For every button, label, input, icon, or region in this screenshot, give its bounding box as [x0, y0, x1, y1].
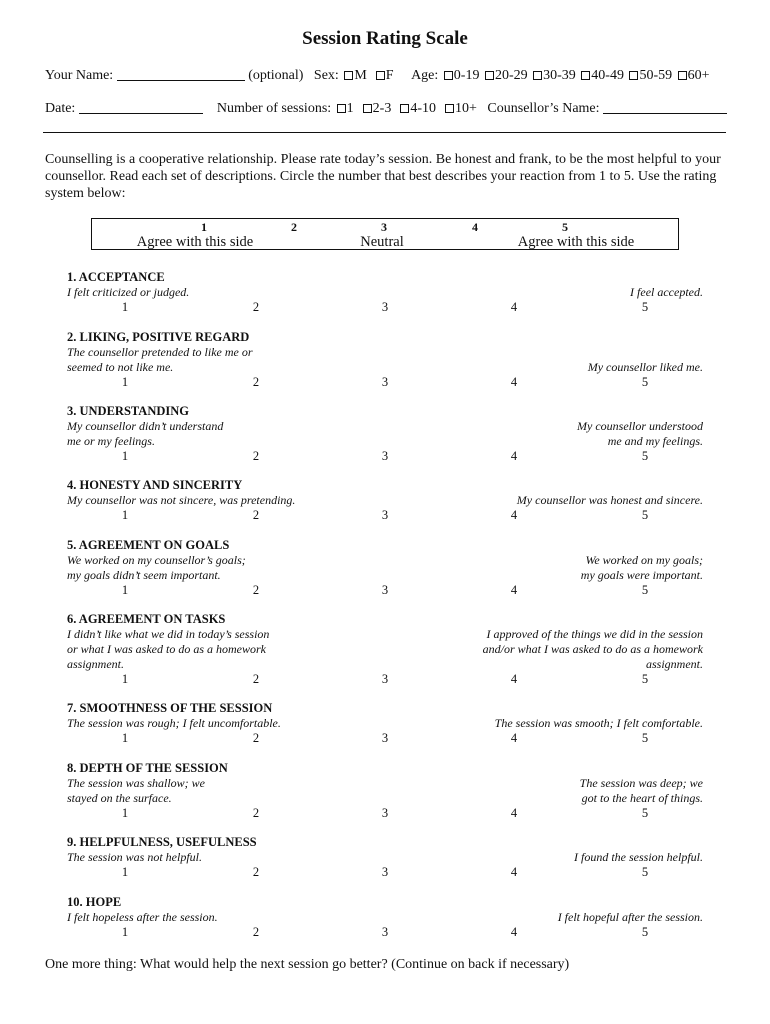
rating-option-3[interactable]: 3 [381, 672, 389, 686]
rating-option-4[interactable]: 4 [510, 925, 518, 939]
rating-option-4[interactable]: 4 [510, 508, 518, 522]
rating-option-3[interactable]: 3 [381, 731, 389, 745]
item-right-description: I found the session helpful. [574, 850, 703, 864]
age-50-59-checkbox[interactable] [629, 71, 638, 80]
page-title: Session Rating Scale [302, 28, 468, 49]
rating-option-4[interactable]: 4 [510, 672, 518, 686]
rating-option-5[interactable]: 5 [641, 672, 649, 686]
legend-middle-label: Neutral [360, 234, 404, 250]
item-right-description: The session was smooth; I felt comfortable. [494, 716, 703, 730]
legend-left-label: Agree with this side [136, 234, 254, 250]
item-left-description: My counsellor didn’t understand [67, 419, 224, 433]
item-left-description: me or my feelings. [67, 434, 155, 448]
rating-option-1[interactable]: 1 [121, 731, 129, 745]
rating-option-3[interactable]: 3 [381, 449, 389, 463]
rating-option-2[interactable]: 2 [252, 806, 260, 820]
sex-m-label: M [354, 68, 367, 83]
rating-option-3[interactable]: 3 [381, 583, 389, 597]
legend-number: 1 [201, 220, 207, 234]
item-left-description: assignment. [67, 657, 124, 671]
header-row-2 [45, 100, 727, 117]
rating-option-4[interactable]: 4 [510, 731, 518, 745]
legend-number: 3 [381, 220, 387, 234]
age-option-label: 60+ [687, 68, 710, 83]
legend-number: 4 [472, 220, 478, 234]
item-right-description: The session was deep; we [579, 776, 703, 790]
rating-option-1[interactable]: 1 [121, 300, 129, 314]
item-left-description: The counsellor pretended to like me or [67, 345, 253, 359]
item-left-description: We worked on my counsellor’s goals; [67, 553, 246, 567]
item-left-description: I felt criticized or judged. [67, 285, 190, 299]
rating-option-4[interactable]: 4 [510, 449, 518, 463]
item-title: 8. DEPTH OF THE SESSION [67, 761, 228, 775]
age-0-19-checkbox[interactable] [444, 71, 453, 80]
legend-number: 2 [291, 220, 297, 234]
name-field[interactable] [117, 67, 245, 81]
footer-question: One more thing: What would help the next session go better? (Continue on back if necessary) [45, 957, 570, 972]
rating-option-5[interactable]: 5 [641, 508, 649, 522]
rating-option-3[interactable]: 3 [381, 925, 389, 939]
rating-option-2[interactable]: 2 [252, 672, 260, 686]
item-right-description: We worked on my goals; [585, 553, 703, 567]
name-label: Your Name: [45, 68, 114, 83]
age-option-label: 30-39 [543, 68, 576, 83]
rating-option-1[interactable]: 1 [121, 449, 129, 463]
sessions-label: Number of sessions: [216, 101, 332, 116]
rating-option-1[interactable]: 1 [121, 865, 129, 879]
sessions-10-plus-checkbox[interactable] [445, 104, 454, 113]
age-label: Age: [411, 68, 439, 83]
rating-option-4[interactable]: 4 [510, 865, 518, 879]
rating-option-3[interactable]: 3 [381, 300, 389, 314]
rating-option-3[interactable]: 3 [381, 508, 389, 522]
item-left-description: seemed to not like me. [67, 360, 174, 374]
rating-option-1[interactable]: 1 [121, 375, 129, 389]
item-right-description: and/or what I was asked to do as a homework [482, 642, 703, 656]
item-title: 5. AGREEMENT ON GOALS [67, 538, 230, 552]
item-title: 6. AGREEMENT ON TASKS [67, 612, 226, 626]
header-row-1 [45, 67, 710, 84]
legend-number: 5 [562, 220, 568, 234]
sex-f-label: F [385, 68, 394, 83]
item-title: 4. HONESTY AND SINCERITY [67, 478, 243, 492]
item-left-description: The session was rough; I felt uncomfortable. [67, 716, 281, 730]
age-20-29-checkbox[interactable] [485, 71, 494, 80]
sessions-option-label: 2-3 [372, 101, 392, 116]
rating-option-5[interactable]: 5 [641, 731, 649, 745]
age-option-label: 0-19 [453, 68, 480, 83]
rating-option-2[interactable]: 2 [252, 449, 260, 463]
age-30-39-checkbox[interactable] [533, 71, 542, 80]
item-right-description: got to the heart of things. [581, 791, 703, 805]
item-right-description: My counsellor was honest and sincere. [516, 493, 703, 507]
item-left-description: I felt hopeless after the session. [67, 910, 218, 924]
sex-m-checkbox[interactable] [344, 71, 353, 80]
age-option-label: 50-59 [639, 68, 673, 83]
rating-option-2[interactable]: 2 [252, 300, 260, 314]
date-field[interactable] [79, 100, 203, 114]
rating-option-1[interactable]: 1 [121, 806, 129, 820]
rating-option-1[interactable]: 1 [121, 508, 129, 522]
item-left-description: The session was shallow; we [67, 776, 206, 790]
rating-option-5[interactable]: 5 [641, 806, 649, 820]
item-left-description: or what I was asked to do as a homework [67, 642, 266, 656]
item-right-description: My counsellor understood [577, 419, 703, 433]
rating-option-1[interactable]: 1 [121, 925, 129, 939]
rating-option-1[interactable]: 1 [121, 672, 129, 686]
rating-option-5[interactable]: 5 [641, 865, 649, 879]
counsellor-name-label: Counsellor’s Name: [487, 101, 600, 116]
rating-option-1[interactable]: 1 [121, 583, 129, 597]
header-divider [43, 132, 726, 133]
sessions-option-label: 10+ [455, 101, 477, 116]
sex-f-checkbox[interactable] [376, 71, 385, 80]
item-title: 9. HELPFULNESS, USEFULNESS [67, 835, 257, 849]
age-60-plus-checkbox[interactable] [678, 71, 687, 80]
rating-option-2[interactable]: 2 [252, 925, 260, 939]
sessions-1-checkbox[interactable] [337, 104, 346, 113]
sessions-2-3-checkbox[interactable] [363, 104, 372, 113]
rating-option-3[interactable]: 3 [381, 806, 389, 820]
item-right-description: I felt hopeful after the session. [557, 910, 703, 924]
rating-option-4[interactable]: 4 [510, 375, 518, 389]
item-right-description: I approved of the things we did in the session [486, 627, 703, 641]
rating-option-5[interactable]: 5 [641, 925, 649, 939]
item-title: 1. ACCEPTANCE [67, 270, 165, 284]
rating-option-2[interactable]: 2 [252, 731, 260, 745]
counsellor-name-field[interactable] [603, 100, 727, 114]
sessions-option-label: 1 [346, 101, 354, 116]
item-title: 3. UNDERSTANDING [67, 404, 190, 418]
age-option-label: 20-29 [494, 68, 528, 83]
name-optional-label: (optional) [248, 68, 304, 83]
rating-option-2[interactable]: 2 [252, 508, 260, 522]
legend-right-label: Agree with this side [517, 234, 635, 250]
item-left-description: The session was not helpful. [67, 850, 203, 864]
item-title: 7. SMOOTHNESS OF THE SESSION [67, 701, 273, 715]
instructions: Counselling is a cooperative relationship. Please rate today’s session. Be honest and frank, to be the most helpful to your counsellor. Read each set of descriptions. Circle the number that best describes your reaction from 1 to 5. Use the rating system below: [45, 152, 721, 201]
item-right-description: my goals were important. [580, 568, 703, 582]
rating-option-2[interactable]: 2 [252, 865, 260, 879]
item-right-description: My counsellor liked me. [587, 360, 703, 374]
item-right-description: me and my feelings. [607, 434, 703, 448]
item-right-description: assignment. [646, 657, 703, 671]
item-left-description: my goals didn’t seem important. [67, 568, 221, 582]
item-title: 2. LIKING, POSITIVE REGARD [67, 330, 250, 344]
rating-option-5[interactable]: 5 [641, 449, 649, 463]
item-left-description: stayed on the surface. [67, 791, 172, 805]
sex-label: Sex: [313, 68, 339, 83]
date-label: Date: [45, 101, 76, 116]
sessions-option-label: 4-10 [410, 101, 436, 116]
sessions-4-10-checkbox[interactable] [400, 104, 409, 113]
age-40-49-checkbox[interactable] [581, 71, 590, 80]
age-option-label: 40-49 [591, 68, 624, 83]
item-title: 10. HOPE [67, 895, 122, 909]
item-left-description: My counsellor was not sincere, was pretending. [67, 493, 296, 507]
rating-option-2[interactable]: 2 [252, 583, 260, 597]
rating-option-5[interactable]: 5 [641, 300, 649, 314]
item-right-description: I feel accepted. [630, 285, 703, 299]
item-left-description: I didn’t like what we did in today’s session [67, 627, 270, 641]
rating-option-3[interactable]: 3 [381, 375, 389, 389]
rating-option-5[interactable]: 5 [641, 375, 649, 389]
rating-option-4[interactable]: 4 [510, 300, 518, 314]
rating-option-5[interactable]: 5 [641, 583, 649, 597]
rating-option-2[interactable]: 2 [252, 375, 260, 389]
rating-option-4[interactable]: 4 [510, 806, 518, 820]
rating-option-3[interactable]: 3 [381, 865, 389, 879]
rating-option-4[interactable]: 4 [510, 583, 518, 597]
